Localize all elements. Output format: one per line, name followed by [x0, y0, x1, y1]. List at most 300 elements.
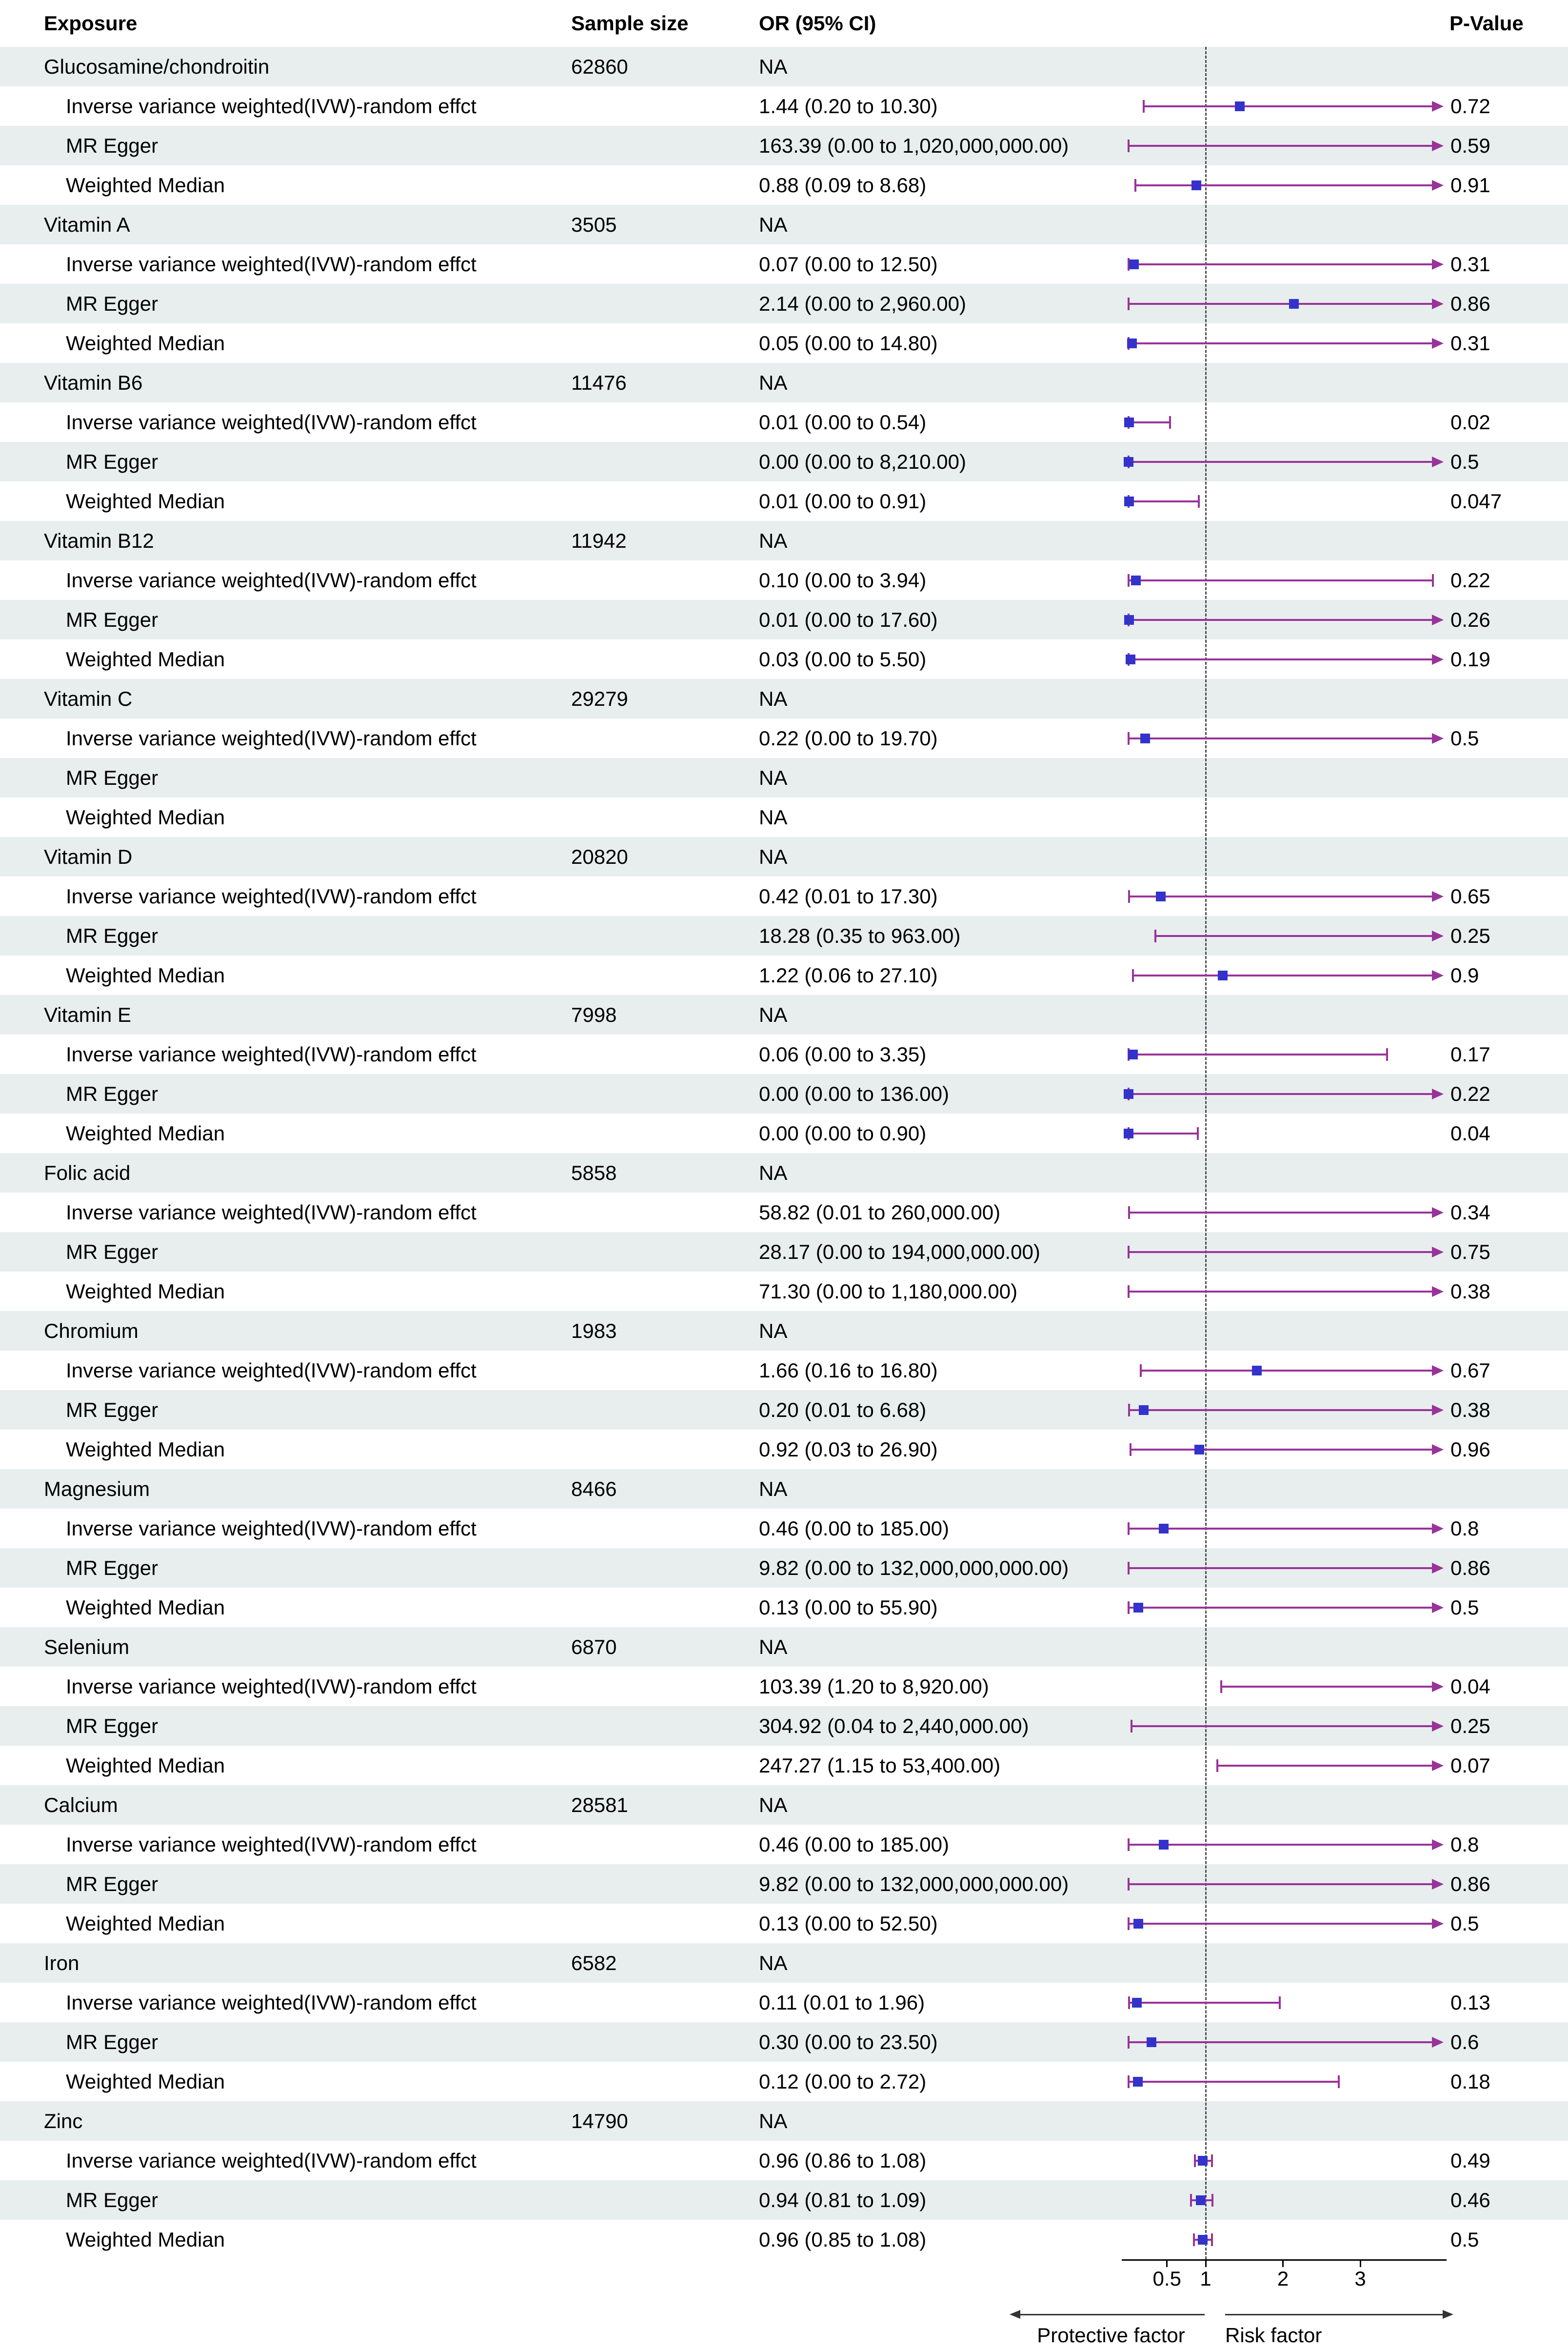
or-ci-text: 9.82 (0.00 to 132,000,000,000.00)	[759, 1872, 1069, 1895]
or-ci-text: 0.01 (0.00 to 0.91)	[759, 489, 927, 513]
header-plot-spacer	[1122, 0, 1448, 47]
or-ci-text: 0.07 (0.00 to 12.50)	[759, 252, 938, 276]
ci-cap-left	[1154, 930, 1156, 942]
exposure-label: Vitamin E	[44, 1003, 131, 1026]
forest-plot-cell	[1122, 1232, 1448, 1272]
forest-plot-cell	[1122, 1588, 1448, 1627]
header-exposure: Exposure	[44, 12, 138, 35]
method-row	[0, 244, 1568, 284]
method-row	[0, 1351, 1568, 1390]
forest-plot-cell	[1122, 284, 1448, 323]
forest-plot-cell	[1122, 1272, 1448, 1311]
forest-plot-cell	[1122, 1864, 1448, 1904]
ci-line	[1129, 1567, 1432, 1569]
p-value: 0.9	[1450, 963, 1479, 987]
ci-line	[1133, 975, 1432, 976]
ci-line	[1141, 1370, 1432, 1372]
p-value: 0.91	[1450, 173, 1490, 197]
or-ci-text: 304.92 (0.04 to 2,440,000.00)	[759, 1714, 1029, 1737]
exposure-label: Weighted Median	[66, 963, 225, 987]
forest-plot-cell	[1122, 876, 1448, 916]
p-value: 0.5	[1450, 1912, 1479, 1935]
or-ci-text: 0.92 (0.03 to 26.90)	[759, 1437, 938, 1461]
or-point-marker	[1159, 1840, 1169, 1850]
p-value: 0.8	[1450, 1516, 1479, 1540]
ci-arrow-right	[1432, 101, 1444, 112]
forest-plot-cell	[1122, 481, 1448, 521]
x-axis-tick-label: 1	[1200, 2267, 1211, 2290]
or-point-marker	[1129, 259, 1139, 269]
method-row	[0, 560, 1568, 600]
or-point-marker	[1124, 1089, 1133, 1099]
p-value: 0.8	[1450, 1832, 1479, 1856]
ci-cap-left	[1128, 1206, 1130, 1219]
x-axis-tick-label: 3	[1354, 2267, 1366, 2290]
or-point-marker	[1124, 1129, 1133, 1138]
exposure-label: Iron	[44, 1951, 79, 1974]
ci-arrow-right	[1432, 1563, 1444, 1573]
or-point-marker	[1159, 1524, 1169, 1533]
or-ci-text: 28.17 (0.00 to 194,000,000.00)	[759, 1240, 1040, 1263]
ci-cap-left	[1128, 1285, 1130, 1298]
ci-cap-left	[1193, 2233, 1195, 2246]
sample-size: 62860	[571, 55, 628, 78]
arrow-left-icon	[1010, 2310, 1020, 2319]
or-ci-text: 0.42 (0.01 to 17.30)	[759, 884, 938, 908]
ci-cap-right	[1211, 2233, 1213, 2246]
forest-plot-cell	[1122, 1390, 1448, 1430]
ci-cap-left	[1128, 1917, 1130, 1930]
exposure-label: Weighted Median	[66, 1121, 225, 1145]
ci-line	[1129, 2002, 1280, 2004]
ci-line	[1131, 1449, 1432, 1451]
ci-cap-left	[1128, 1404, 1130, 1416]
p-value: 0.19	[1450, 647, 1490, 671]
p-value: 0.5	[1450, 726, 1479, 750]
p-value: 0.86	[1450, 292, 1490, 315]
or-point-marker	[1139, 1405, 1149, 1415]
exposure-label: MR Egger	[66, 1082, 159, 1105]
or-point-marker	[1235, 101, 1245, 111]
forest-plot-cell	[1122, 1193, 1448, 1232]
ci-line	[1131, 1725, 1432, 1727]
forest-plot-cell	[1122, 718, 1448, 758]
ci-line	[1129, 1054, 1388, 1056]
ci-cap-left	[1132, 969, 1134, 982]
method-row	[0, 2220, 1568, 2259]
exposure-label: Weighted Median	[66, 647, 225, 671]
ci-line	[1129, 1528, 1432, 1530]
or-point-marker	[1133, 1603, 1143, 1613]
forest-plot-cell	[1122, 244, 1448, 284]
method-row	[0, 1430, 1568, 1469]
or-ci-text: NA	[759, 845, 788, 868]
method-row	[0, 1904, 1568, 1943]
ci-arrow-right	[1432, 891, 1444, 902]
x-axis-tick	[1360, 2259, 1361, 2267]
exposure-label: Inverse variance weighted(IVW)-random effct	[66, 252, 476, 276]
ci-cap-right	[1432, 574, 1434, 587]
exposure-row	[0, 1469, 1568, 1509]
method-row	[0, 758, 1568, 797]
exposure-row	[0, 1785, 1568, 1825]
exposure-label: Vitamin B6	[44, 371, 143, 394]
forest-plot-cell	[1122, 126, 1448, 165]
forest-plot-cell	[1122, 600, 1448, 639]
or-point-marker	[1191, 180, 1201, 190]
header-or-ci: OR (95% CI)	[759, 12, 876, 35]
ci-cap-left	[1128, 890, 1130, 903]
ci-arrow-right	[1432, 1365, 1444, 1376]
sample-size: 5858	[571, 1161, 617, 1184]
or-ci-text: 71.30 (0.00 to 1,180,000.00)	[759, 1279, 1018, 1303]
p-value: 0.38	[1450, 1398, 1490, 1421]
exposure-row	[0, 837, 1568, 876]
p-value: 0.5	[1450, 2228, 1479, 2251]
method-row	[0, 126, 1568, 165]
method-row	[0, 2022, 1568, 2062]
exposure-label: MR Egger	[66, 292, 159, 315]
exposure-row	[0, 1153, 1568, 1193]
ci-arrow-right	[1432, 1760, 1444, 1771]
sample-size: 14790	[571, 2109, 628, 2132]
p-value: 0.67	[1450, 1358, 1490, 1382]
or-ci-text: 0.00 (0.00 to 136.00)	[759, 1082, 949, 1105]
exposure-label: Selenium	[44, 1635, 130, 1658]
ci-cap-left	[1128, 2036, 1130, 2049]
ci-line	[1129, 579, 1433, 581]
ci-arrow-right	[1432, 1444, 1444, 1455]
sample-size: 20820	[571, 845, 628, 868]
exposure-row	[0, 1943, 1568, 1983]
method-row	[0, 1193, 1568, 1232]
exposure-label: Inverse variance weighted(IVW)-random effct	[66, 94, 476, 118]
exposure-label: Weighted Median	[66, 1912, 225, 1935]
or-point-marker	[1128, 1050, 1138, 1059]
method-row	[0, 1548, 1568, 1588]
or-point-marker	[1140, 734, 1150, 743]
method-row	[0, 2141, 1568, 2180]
or-ci-text: 0.05 (0.00 to 14.80)	[759, 331, 938, 355]
or-ci-text: NA	[759, 213, 788, 236]
exposure-row	[0, 205, 1568, 244]
forest-plot-cell	[1122, 2220, 1448, 2259]
forest-plot-cell	[1122, 2062, 1448, 2101]
ci-arrow-right	[1432, 970, 1444, 981]
forest-plot-cell	[1122, 1351, 1448, 1390]
exposure-label: MR Egger	[66, 2030, 159, 2053]
ci-cap-left	[1128, 1246, 1130, 1258]
forest-plot-cell	[1122, 86, 1448, 126]
or-ci-text: NA	[759, 766, 788, 789]
or-ci-text: 0.13 (0.00 to 52.50)	[759, 1912, 938, 1935]
ci-arrow-right	[1432, 1918, 1444, 1929]
ci-cap-left	[1194, 2154, 1196, 2167]
method-row	[0, 1509, 1568, 1548]
or-point-marker	[1133, 1919, 1143, 1929]
exposure-label: MR Egger	[66, 1240, 159, 1263]
p-value: 0.6	[1450, 2030, 1479, 2053]
ci-arrow-right	[1432, 2037, 1444, 2048]
forest-plot-cell	[1122, 1509, 1448, 1548]
forest-plot-cell	[1122, 323, 1448, 363]
or-ci-text: 18.28 (0.35 to 963.00)	[759, 924, 961, 947]
forest-plot-cell	[1122, 1983, 1448, 2022]
forest-plot-cell	[1122, 1904, 1448, 1943]
exposure-label: MR Egger	[66, 1556, 159, 1579]
exposure-label: Inverse variance weighted(IVW)-random effct	[66, 568, 476, 592]
ci-arrow-right	[1432, 733, 1444, 744]
or-point-marker	[1218, 971, 1228, 980]
sample-size: 29279	[571, 687, 628, 710]
exposure-label: Weighted Median	[66, 331, 225, 355]
ci-cap-left	[1128, 1522, 1130, 1535]
exposure-label: Folic acid	[44, 1161, 131, 1184]
forest-plot-cell	[1122, 956, 1448, 995]
table-body	[0, 47, 1568, 2259]
ci-line	[1135, 184, 1432, 186]
sample-size: 7998	[571, 1003, 617, 1026]
or-point-marker	[1131, 576, 1141, 585]
ci-line	[1221, 1686, 1432, 1688]
ci-cap-left	[1128, 1996, 1130, 2009]
method-row	[0, 323, 1568, 363]
forest-plot-cell	[1122, 1706, 1448, 1746]
forest-plot-cell	[1122, 1114, 1448, 1153]
exposure-label: Weighted Median	[66, 1753, 225, 1777]
or-ci-text: NA	[759, 1161, 788, 1184]
forest-plot-cell	[1122, 1667, 1448, 1706]
exposure-label: Weighted Median	[66, 1279, 225, 1303]
exposure-label: Inverse variance weighted(IVW)-random effct	[66, 884, 476, 908]
exposure-row	[0, 521, 1568, 560]
forest-plot-cell	[1122, 2180, 1448, 2220]
p-value: 0.65	[1450, 884, 1490, 908]
method-row	[0, 876, 1568, 916]
ci-arrow-right	[1432, 1602, 1444, 1613]
or-ci-text: 0.13 (0.00 to 55.90)	[759, 1595, 938, 1619]
p-value: 0.047	[1450, 489, 1502, 513]
exposure-label: MR Egger	[66, 2188, 159, 2211]
exposure-label: Weighted Median	[66, 2228, 225, 2251]
ci-line	[1129, 145, 1432, 147]
exposure-row	[0, 47, 1568, 86]
or-ci-text: 0.00 (0.00 to 0.90)	[759, 1121, 927, 1145]
table-header	[0, 0, 1568, 47]
p-value: 0.22	[1450, 1082, 1490, 1105]
ci-cap-left	[1128, 139, 1130, 152]
or-point-marker	[1194, 1445, 1204, 1454]
arrow-right-icon	[1443, 2310, 1453, 2319]
method-row	[0, 639, 1568, 679]
forest-plot-cell	[1122, 2022, 1448, 2062]
forest-plot-cell	[1122, 1035, 1448, 1074]
ci-line	[1129, 1291, 1432, 1293]
or-ci-text: NA	[759, 1793, 788, 1816]
forest-plot-cell	[1122, 560, 1448, 600]
ci-arrow-right	[1432, 1207, 1444, 1218]
ci-line	[1129, 1133, 1198, 1135]
forest-plot-cell	[1122, 402, 1448, 442]
exposure-label: MR Egger	[66, 450, 159, 473]
forest-plot-cell	[1122, 165, 1448, 205]
method-row	[0, 1390, 1568, 1430]
x-axis-tick-label: 2	[1277, 2267, 1289, 2290]
ci-arrow-right	[1432, 140, 1444, 151]
ci-line	[1155, 935, 1432, 937]
risk-factor-label: Risk factor	[1225, 2324, 1322, 2347]
p-value: 0.18	[1450, 2070, 1490, 2093]
ci-arrow-right	[1432, 654, 1444, 665]
exposure-label: Inverse variance weighted(IVW)-random effct	[66, 2149, 476, 2172]
or-point-marker	[1289, 299, 1299, 309]
p-value: 0.75	[1450, 1240, 1490, 1263]
or-ci-text: NA	[759, 805, 788, 829]
method-row	[0, 718, 1568, 758]
p-value: 0.04	[1450, 1121, 1490, 1145]
ci-line	[1217, 1765, 1432, 1767]
ci-arrow-right	[1432, 299, 1444, 309]
header-sample-size: Sample size	[571, 12, 689, 35]
or-ci-text: 0.94 (0.81 to 1.09)	[759, 2188, 927, 2211]
or-point-marker	[1147, 2037, 1156, 2047]
p-value: 0.86	[1450, 1872, 1490, 1895]
sample-size: 6582	[571, 1951, 617, 1974]
or-ci-text: 0.11 (0.01 to 1.96)	[759, 1991, 925, 2014]
p-value: 0.22	[1450, 568, 1490, 592]
method-row	[0, 1272, 1568, 1311]
ci-cap-right	[1198, 495, 1200, 508]
exposure-label: MR Egger	[66, 1872, 159, 1895]
method-row	[0, 1114, 1568, 1153]
exposure-row	[0, 1311, 1568, 1351]
protective-factor-label: Protective factor	[1037, 2324, 1185, 2347]
ci-arrow-right	[1432, 1879, 1444, 1890]
ci-arrow-right	[1432, 1405, 1444, 1415]
ci-cap-right	[1338, 2075, 1340, 2088]
or-ci-text: NA	[759, 1635, 788, 1658]
method-row	[0, 797, 1568, 837]
x-axis-tick	[1166, 2259, 1168, 2267]
method-row	[0, 86, 1568, 126]
forest-plot-cell	[1122, 2141, 1448, 2180]
ci-cap-left	[1128, 1838, 1130, 1851]
ci-cap-left	[1130, 1443, 1131, 1456]
exposure-label: Inverse variance weighted(IVW)-random effct	[66, 410, 476, 434]
method-row	[0, 481, 1568, 521]
exposure-label: MR Egger	[66, 924, 159, 947]
exposure-label: Weighted Median	[66, 805, 225, 829]
ci-cap-left	[1216, 1759, 1218, 1772]
or-ci-text: 103.39 (1.20 to 8,920.00)	[759, 1674, 989, 1698]
p-value: 0.34	[1450, 1200, 1490, 1224]
exposure-label: Inverse variance weighted(IVW)-random effct	[66, 1674, 476, 1698]
method-row	[0, 1825, 1568, 1864]
ci-line	[1129, 342, 1432, 344]
exposure-label: Weighted Median	[66, 489, 225, 513]
ci-arrow-right	[1432, 1721, 1444, 1732]
or-ci-text: 0.12 (0.00 to 2.72)	[759, 2070, 927, 2093]
ci-line	[1129, 1212, 1432, 1214]
method-row	[0, 402, 1568, 442]
ci-line	[1129, 2081, 1339, 2083]
exposure-label: Vitamin A	[44, 213, 130, 236]
sample-size: 28581	[571, 1793, 628, 1816]
exposure-label: Weighted Median	[66, 1437, 225, 1461]
method-row	[0, 2180, 1568, 2220]
ci-arrow-right	[1432, 1286, 1444, 1297]
forest-plot-cell	[1122, 758, 1448, 797]
method-row	[0, 1864, 1568, 1904]
sample-size: 11942	[571, 529, 627, 552]
exposure-label: Inverse variance weighted(IVW)-random effct	[66, 1991, 476, 2014]
method-row	[0, 1667, 1568, 1706]
ci-cap-left	[1143, 100, 1145, 113]
or-ci-text: NA	[759, 1951, 788, 1974]
method-row	[0, 1588, 1568, 1627]
p-value: 0.13	[1450, 1991, 1490, 2014]
forest-plot-cell	[1122, 1548, 1448, 1588]
or-ci-text: NA	[759, 687, 788, 710]
exposure-label: Magnesium	[44, 1477, 150, 1500]
or-point-marker	[1252, 1366, 1262, 1375]
or-point-marker	[1124, 418, 1134, 427]
forest-plot-cell	[1122, 1746, 1448, 1785]
method-row	[0, 1746, 1568, 1785]
ci-line	[1129, 461, 1432, 463]
ci-cap-left	[1128, 574, 1130, 587]
p-value: 0.25	[1450, 924, 1490, 947]
forest-plot-cell	[1122, 1825, 1448, 1864]
method-row	[0, 284, 1568, 323]
ci-line	[1129, 658, 1432, 660]
exposure-row	[0, 995, 1568, 1035]
ci-cap-right	[1169, 416, 1171, 429]
or-ci-text: 0.20 (0.01 to 6.68)	[759, 1398, 927, 1421]
ci-cap-right	[1386, 1048, 1388, 1061]
forest-plot-cell	[1122, 442, 1448, 481]
forest-plot-cell	[1122, 797, 1448, 837]
or-ci-text: NA	[759, 1003, 788, 1026]
or-ci-text: NA	[759, 1477, 788, 1500]
p-value: 0.38	[1450, 1279, 1490, 1303]
forest-plot-cell	[1122, 1785, 1448, 1825]
p-value: 0.49	[1450, 2149, 1490, 2172]
or-point-marker	[1198, 2156, 1208, 2166]
or-ci-text: NA	[759, 529, 788, 552]
ci-line	[1129, 896, 1432, 897]
ci-cap-left	[1134, 179, 1136, 192]
ci-arrow-right	[1432, 615, 1444, 625]
exposure-row	[0, 1627, 1568, 1667]
or-ci-text: 0.01 (0.00 to 17.60)	[759, 608, 938, 631]
ci-cap-left	[1140, 1364, 1142, 1377]
ci-arrow-right	[1432, 180, 1444, 191]
method-row	[0, 916, 1568, 956]
p-value: 0.31	[1450, 252, 1490, 276]
ci-line	[1129, 1607, 1432, 1609]
forest-plot-cell	[1122, 916, 1448, 956]
or-ci-text: 247.27 (1.15 to 53,400.00)	[759, 1753, 1001, 1777]
method-row	[0, 600, 1568, 639]
ci-cap-right	[1211, 2154, 1213, 2167]
forest-plot-cell	[1122, 1943, 1448, 1983]
exposure-label: Inverse variance weighted(IVW)-random effct	[66, 726, 476, 750]
exposure-label: Chromium	[44, 1319, 139, 1342]
or-ci-text: 0.06 (0.00 to 3.35)	[759, 1042, 927, 1066]
ci-line	[1129, 1251, 1432, 1253]
exposure-row	[0, 363, 1568, 402]
